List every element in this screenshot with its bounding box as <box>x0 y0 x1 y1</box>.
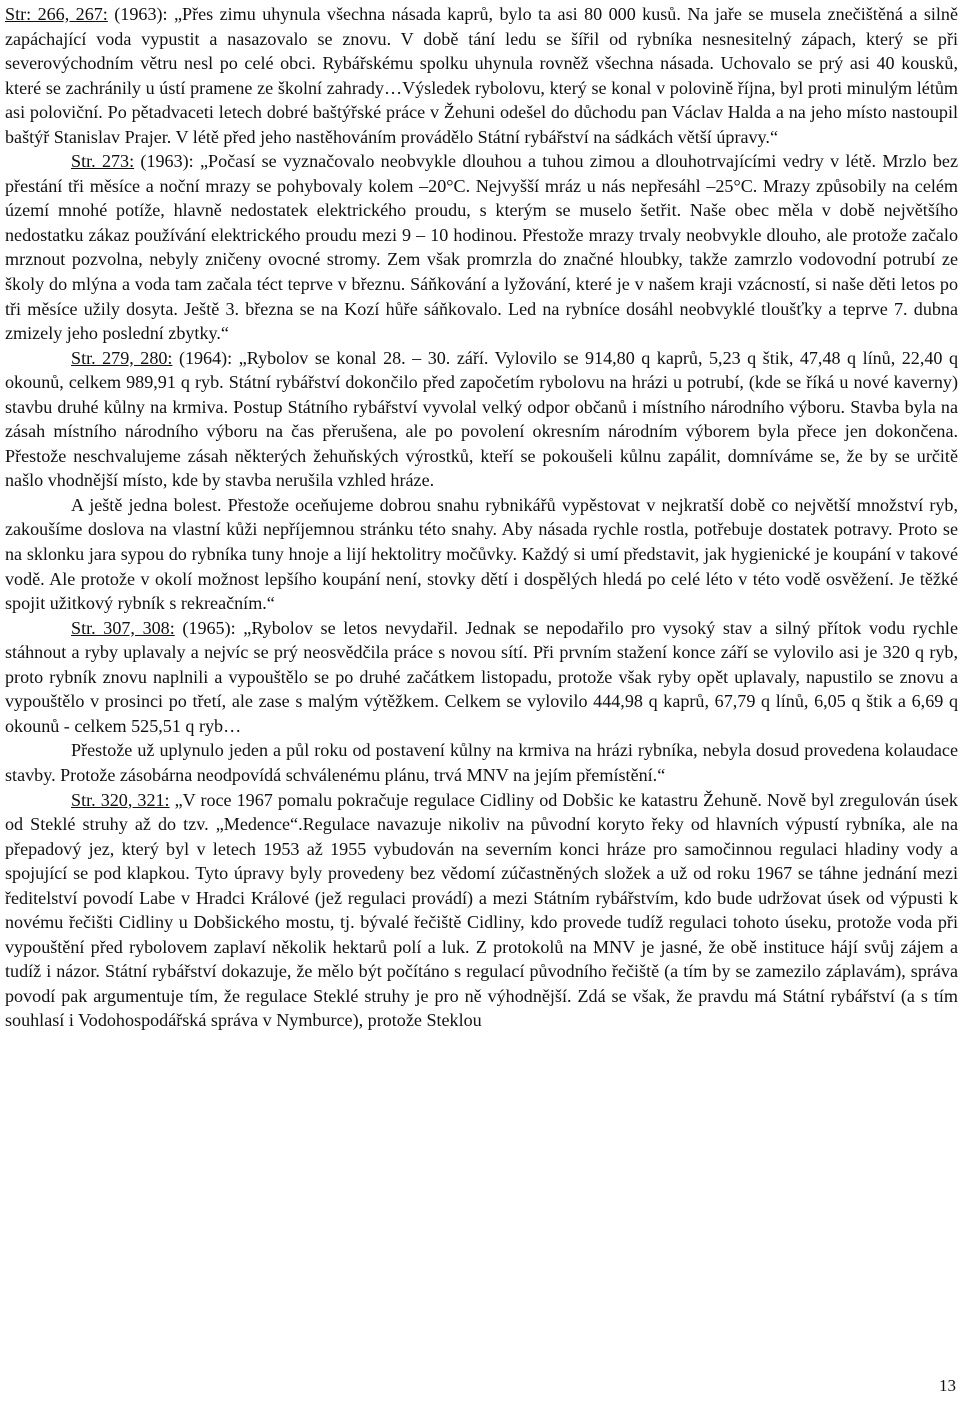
paragraph-text: (1965): „Rybolov se letos nevydařil. Jednak se nepodařilo pro vysoký stav a silný přítok vodu rychle stáhnout a ryby uplavaly a nejvíc se prý neosvědčila práce s novou sítí. Při prvním stažení konce září se vylovilo asi je 320 q ryb, proto rybník znovu naplnili a vypouštělo se po druhé začátkem listopadu, protože však ryby opět uplavaly, napustilo se znovu a vypouštělo v prosinci po třetí, ale zase s malým výtěžkem. Celkem se vylovilo 444,98 q kaprů, 67,79 q línů, 6,05 q štik a 6,69 q okounů - celkem 525,51 q ryb… <box>5 617 958 736</box>
paragraph-text: A ještě jedna bolest. Přestože oceňujeme dobrou snahu rybnikářů vypěstovat v nejkratší době co největší množství ryb, zakoušíme doslova na vlastní kůži nepříjemnou stránku této snahy. Aby násada rychle rostla, potřebuje dostatek potravy. Proto se na sklonku jara sypou do rybníka tuny hnoje a lijí hektolitry močůvky. Každý si umí představit, jak hygienické je koupání v takové vodě. Ale protože v okolí možnost lepšího koupání není, stovky dětí i dospělých hledá po celé léto v této vodě osvěžení. Je těžké spojit užitkový rybník s rekreačním.“ <box>5 494 958 614</box>
paragraph <box>5 788 958 1033</box>
page-number: 13 <box>939 1376 956 1395</box>
page-reference: Str. 320, 321: <box>71 789 170 810</box>
paragraph-text: „V roce 1967 pomalu pokračuje regulace Cidliny od Dobšic ke katastru Žehuně. Nově byl zregulován úsek od Steklé struhy až do tzv. „Medence“.Regulace navazuje nikoliv na původní koryto řeky od hlavních výpustí rybníka, ale na přepadový jez, který byl v letech 1953 až 1955 vybudován na severním konci hráze pro samočinnou regulaci hladiny vody a spojující se pod klapkou. Tyto úpravy byly provedeny bez vědomí zúčastněných složek a už od roku 1967 se táhne jednání mezi ředitelství povodí Labe v Hradci Králové (jež regulaci provádí) a mezi Státním rybářstvím, kdo bude udržovat úsek od výpusti k novému řečišti Cidliny u Dobšického mostu, tj. bývalé řečiště Cidliny, kdo provede tudíž regulaci tohoto úseku, protože voda při vypouštění před rybolovem zaplaví několik hektarů polí a luk. Z protokolů na MNV je jasné, že obě instituce hájí svůj zájem a tudíž i názor. Státní rybářství dokazuje, že mělo být počítáno s regulací původního řečiště (a tím by se zamezilo záplavám), správa povodí pak argumentuje tím, že regulace Steklé struhy je pro ně výhodnější. Zdá se však, že pravdu má Státní rybářství (a s tím souhlasí i Vodohospodářská správa v Nymburce), protože Steklou <box>5 789 958 1031</box>
page-reference: Str. 273: <box>71 151 135 172</box>
page-reference: Str. 279, 280: <box>71 347 173 368</box>
paragraph-text: (1963): „Počasí se vyznačovalo neobvykle dlouhou a tuhou zimou a dlouhotrvajícími vedry v létě. Mrzlo bez přestání tři měsíce a noční mrazy se pohybovaly kolem –20°C. Nejvyšší mráz u nás nepřesáhl –25°C. Mrazy způsobily na celém území mnohé potíže, hlavně nedostatek elektrického proudu, s kterým se muselo šetřit. Naše obec měla v době největšího nedostatku zákaz používání elektrického proudu mezi 9 – 10 hodinou. Přestože mrazy trvaly neobvykle dlouho, ale protože začalo mrznout pozvolna, nebyly zničeny ovocné stromy. Zem však promrzla do značné hloubky, takže zamrzlo vodovodní potrubí ze školy do mlýna a voda tam začala téct teprve v březnu. Sáňkování a lyžování, které je v našem kraji vzácností, si naše děti letos po tři měsíce užily dosyta. Ještě 3. března se na Kozí hůře sáňkovalo. Led na rybníce dosáhl neobvyklé tloušťky a teprve 7. dubna zmizely jeho poslední zbytky.“ <box>5 151 958 344</box>
paragraph-text: Přestože už uplynulo jeden a půl roku od postavení kůlny na krmiva na hrázi rybníka, nebyla dosud provedena kolaudace stavby. Protože zásobárna neodpovídá schválenému plánu, trvá MNV na jejím přemístění.“ <box>5 740 958 785</box>
paragraph <box>5 738 958 787</box>
paragraph <box>5 2 958 149</box>
page-reference: Str: 266, 267: <box>5 4 108 24</box>
paragraph <box>5 149 958 345</box>
document-page <box>5 2 958 1033</box>
paragraph <box>5 493 958 616</box>
page-reference: Str. 307, 308: <box>71 617 175 638</box>
paragraph-text: (1964): „Rybolov se konal 28. – 30. září. Vylovilo se 914,80 q kaprů, 5,23 q štik, 47,48 q línů, 22,40 q okounů, celkem 989,91 q ryb. Státní rybářství dokončilo před započetím rybolovu na hrázi u potrubí, (kde se říká u nové kaverny) stavbu druhé kůlny na krmiva. Postup Státního rybářství vyvolal velký odpor občanů i místního národního výboru. Stavba byla na zásah místního národního výboru na čas přerušena, ale po povolení okresním národním výborem byla přece jen dokončena. Přestože neschvalujeme zásah některých žehuňských výrostků, kteří se pokoušeli kůlnu zapálit, domníváme se, že by se určitě našlo vhodnější místo, kde by stavba nerušila vzhled hráze. <box>5 347 958 491</box>
paragraph-text: (1963): „Přes zimu uhynula všechna násada kaprů, bylo ta asi 80 000 kusů. Na jaře se musela znečištěná a silně zapáchající voda vypustit a nasazovalo se znovu. V době tání ledu se šířil od rybníka nesnesitelný zápach, který se při severovýchodním větru nesl po celé obci. Rybářskému spolku uhynula rovněž všechna násada. Uchovalo se prý asi 40 kousků, které se zachránily u ústí pramene ze školní zahrady…Výsledek rybolovu, který se konal v polovině října, byl proti minulým létům asi poloviční. Po pětadvaceti letech dobré baštýřské práce v Žehuni odešel do důchodu pan Václav Halda a na jeho místo nastoupil baštýř Stanislav Prajer. V létě před jeho nastěhováním provádělo Státní rybářství na sádkách větší úpravy.“ <box>5 4 958 147</box>
paragraph <box>5 346 958 493</box>
paragraph <box>5 616 958 739</box>
